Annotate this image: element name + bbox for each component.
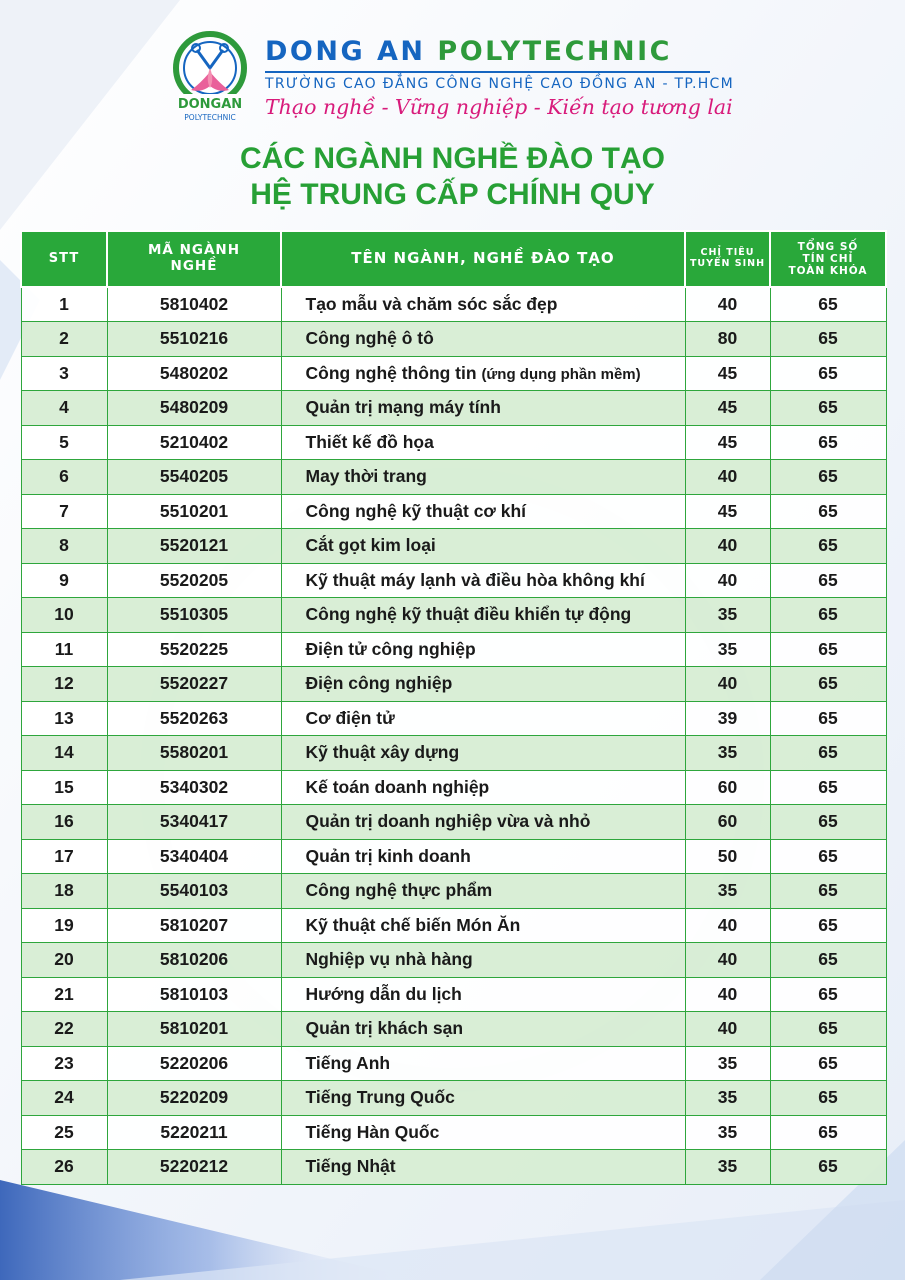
table-row [21,632,886,667]
cell-name: Công nghệ ô tô [281,322,685,357]
cell-code: 5540205 [107,460,281,495]
table-row [21,563,886,598]
table-row [21,805,886,840]
cell-stt: 22 [21,1012,107,1047]
table-row [21,667,886,702]
cell-credits: 65 [770,1081,886,1116]
cell-quota: 39 [685,701,770,736]
cell-name: Công nghệ kỹ thuật điều khiển tự động [281,598,685,633]
cell-stt: 24 [21,1081,107,1116]
cell-code: 5520205 [107,563,281,598]
table-body [21,287,886,1184]
table-row [21,839,886,874]
cell-stt: 3 [21,356,107,391]
cell-code: 5580201 [107,736,281,771]
cell-credits: 65 [770,1150,886,1185]
cell-code: 5810206 [107,943,281,978]
cell-name: Điện công nghiệp [281,667,685,702]
table-header-row [21,231,886,287]
cell-name: Công nghệ thực phẩm [281,874,685,909]
cell-name: Kế toán doanh nghiệp [281,770,685,805]
cell-name: Tạo mẫu và chăm sóc sắc đẹp [281,287,685,322]
cell-quota: 35 [685,1081,770,1116]
cell-stt: 4 [21,391,107,426]
cell-quota: 45 [685,356,770,391]
cell-code: 5340404 [107,839,281,874]
cell-stt: 12 [21,667,107,702]
cell-name: Hướng dẫn du lịch [281,977,685,1012]
cell-quota: 40 [685,1012,770,1047]
table-row [21,908,886,943]
programs-table-container [20,230,885,1185]
cell-name: Kỹ thuật xây dựng [281,736,685,771]
cell-code: 5220211 [107,1115,281,1150]
table-row [21,1081,886,1116]
cell-code: 5810207 [107,908,281,943]
cell-quota: 35 [685,632,770,667]
cell-credits: 65 [770,632,886,667]
table-row [21,322,886,357]
cell-name: Kỹ thuật máy lạnh và điều hòa không khí [281,563,685,598]
table-row [21,1115,886,1150]
cell-stt: 11 [21,632,107,667]
cell-credits: 65 [770,391,886,426]
cell-code: 5510216 [107,322,281,357]
cell-credits: 65 [770,287,886,322]
school-name: TRƯỜNG CAO ĐẲNG CÔNG NGHỆ CAO ĐỒNG AN - TP.HCM [265,76,734,92]
cell-name: Quản trị doanh nghiệp vừa và nhỏ [281,805,685,840]
table-row [21,701,886,736]
cell-quota: 35 [685,874,770,909]
cell-code: 5210402 [107,425,281,460]
cell-credits: 65 [770,529,886,564]
cell-name: Điện tử công nghiệp [281,632,685,667]
svg-text:DONGAN: DONGAN [177,97,243,112]
title-line-1: CÁC NGÀNH NGHỀ ĐÀO TẠO [240,142,665,175]
header-quota: CHỈ TIÊU TUYỂN SINH [685,231,770,287]
table-row [21,425,886,460]
table-row [21,287,886,322]
cell-quota: 40 [685,287,770,322]
cell-name: May thời trang [281,460,685,495]
cell-quota: 40 [685,943,770,978]
cell-name: Cơ điện tử [281,701,685,736]
cell-credits: 65 [770,425,886,460]
cell-stt: 20 [21,943,107,978]
cell-name: Cắt gọt kim loại [281,529,685,564]
table-row [21,736,886,771]
cell-stt: 15 [21,770,107,805]
cell-name: Công nghệ kỹ thuật cơ khí [281,494,685,529]
cell-code: 5220209 [107,1081,281,1116]
cell-credits: 65 [770,667,886,702]
cell-stt: 2 [21,322,107,357]
cell-code: 5810103 [107,977,281,1012]
cell-stt: 25 [21,1115,107,1150]
cell-quota: 45 [685,494,770,529]
table-row [21,391,886,426]
table-row [21,356,886,391]
cell-code: 5510201 [107,494,281,529]
cell-name: Tiếng Nhật [281,1150,685,1185]
cell-credits: 65 [770,943,886,978]
cell-code: 5520225 [107,632,281,667]
cell-code: 5810201 [107,1012,281,1047]
header-credits: TỔNG SỐ TÍN CHỈ TOÀN KHÓA [770,231,886,287]
cell-credits: 65 [770,839,886,874]
svg-text:POLYTECHNIC: POLYTECHNIC [184,113,236,122]
table-row [21,1012,886,1047]
cell-code: 5340417 [107,805,281,840]
cell-quota: 60 [685,805,770,840]
cell-code: 5810402 [107,287,281,322]
cell-code: 5480209 [107,391,281,426]
slogan: Thạo nghề - Vững nghiệp - Kiến tạo tương lai [265,95,733,119]
cell-stt: 18 [21,874,107,909]
cell-code: 5220212 [107,1150,281,1185]
table-row [21,977,886,1012]
table-row [21,770,886,805]
cell-quota: 50 [685,839,770,874]
cell-credits: 65 [770,1115,886,1150]
cell-credits: 65 [770,1046,886,1081]
table-row [21,598,886,633]
cell-quota: 35 [685,1115,770,1150]
dongan-logo-icon [167,28,253,128]
cell-code: 5480202 [107,356,281,391]
cell-stt: 14 [21,736,107,771]
cell-name: Tiếng Anh [281,1046,685,1081]
cell-name: Quản trị khách sạn [281,1012,685,1047]
cell-quota: 40 [685,908,770,943]
header-stt: STT [21,231,107,287]
header-code: MÃ NGÀNH NGHỀ [107,231,281,287]
cell-code: 5520227 [107,667,281,702]
table-row [21,943,886,978]
cell-quota: 80 [685,322,770,357]
cell-credits: 65 [770,701,886,736]
brand-name: DONG AN POLYTECHNIC [265,36,672,67]
cell-credits: 65 [770,874,886,909]
cell-stt: 9 [21,563,107,598]
cell-stt: 19 [21,908,107,943]
cell-quota: 60 [685,770,770,805]
cell-name: Quản trị kinh doanh [281,839,685,874]
cell-name: Tiếng Hàn Quốc [281,1115,685,1150]
cell-quota: 35 [685,736,770,771]
cell-stt: 13 [21,701,107,736]
cell-name: Công nghệ thông tin (ứng dụng phần mềm) [281,356,685,391]
cell-name: Thiết kế đồ họa [281,425,685,460]
cell-quota: 35 [685,598,770,633]
cell-stt: 1 [21,287,107,322]
cell-code: 5520263 [107,701,281,736]
cell-code: 5340302 [107,770,281,805]
cell-stt: 10 [21,598,107,633]
page-title [0,141,905,213]
table-row [21,1046,886,1081]
cell-credits: 65 [770,1012,886,1047]
title-line-2: HỆ TRUNG CẤP CHÍNH QUY [250,178,655,211]
cell-stt: 6 [21,460,107,495]
table-row [21,1150,886,1185]
cell-name: Tiếng Trung Quốc [281,1081,685,1116]
cell-quota: 40 [685,667,770,702]
programs-table [20,230,887,1185]
cell-credits: 65 [770,460,886,495]
cell-stt: 5 [21,425,107,460]
cell-name: Quản trị mạng máy tính [281,391,685,426]
cell-stt: 26 [21,1150,107,1185]
cell-credits: 65 [770,908,886,943]
cell-quota: 45 [685,425,770,460]
cell-stt: 8 [21,529,107,564]
cell-quota: 40 [685,563,770,598]
cell-credits: 65 [770,494,886,529]
cell-quota: 45 [685,391,770,426]
cell-stt: 23 [21,1046,107,1081]
table-row [21,874,886,909]
cell-credits: 65 [770,598,886,633]
cell-code: 5220206 [107,1046,281,1081]
cell-stt: 17 [21,839,107,874]
cell-stt: 21 [21,977,107,1012]
header [167,28,734,133]
cell-credits: 65 [770,805,886,840]
brand-divider [265,71,710,73]
cell-quota: 40 [685,529,770,564]
cell-credits: 65 [770,356,886,391]
cell-credits: 65 [770,770,886,805]
cell-quota: 40 [685,460,770,495]
cell-name: Nghiệp vụ nhà hàng [281,943,685,978]
cell-code: 5510305 [107,598,281,633]
cell-name: Kỹ thuật chế biến Món Ăn [281,908,685,943]
header-name: TÊN NGÀNH, NGHỀ ĐÀO TẠO [281,231,685,287]
cell-name-note: (ứng dụng phần mềm) [481,365,641,383]
table-row [21,529,886,564]
cell-stt: 16 [21,805,107,840]
cell-stt: 7 [21,494,107,529]
cell-credits: 65 [770,563,886,598]
table-row [21,460,886,495]
cell-quota: 35 [685,1046,770,1081]
cell-quota: 35 [685,1150,770,1185]
table-row [21,494,886,529]
cell-quota: 40 [685,977,770,1012]
cell-credits: 65 [770,322,886,357]
cell-code: 5520121 [107,529,281,564]
cell-code: 5540103 [107,874,281,909]
cell-credits: 65 [770,977,886,1012]
cell-credits: 65 [770,736,886,771]
